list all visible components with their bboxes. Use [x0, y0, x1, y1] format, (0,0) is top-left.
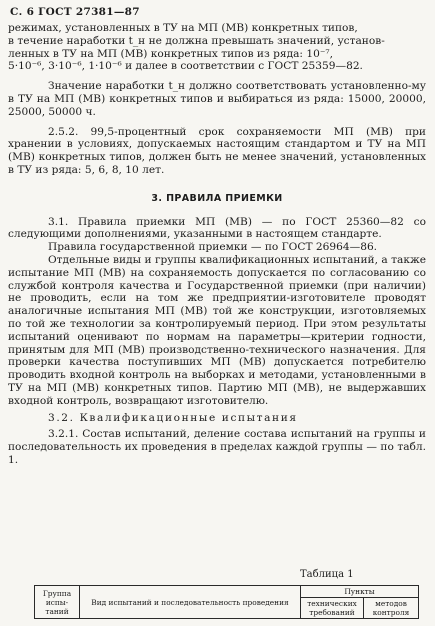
paragraph-3-2-1: 3.2.1. Состав испытаний, деление состава испытаний на группы и последовательность их проведения в пределах каждой группы — по табл. 1. [8, 428, 426, 466]
paragraph-groups: Отдельные виды и группы квалификационных испытаний, а также испытание МП (МВ) на сохраняемость допускается по согласованию со службой контроля качества и Государственной приемки (при наличии) не проводить, если на том же предприятии-изготовителе проводят аналогичные испытания МП (МВ) той же конструкции, изготовляемых по той же технологии за контролируемый период. При этом результаты испытаний оценивают по нормам на параметры—критерии годности, принятым для МП (МВ) производственно-технического назначения. Для проверки качества поступивших МП (МВ) допускается потребителю проводить входной контроль на выборках и методами, установленными в ТУ на МП (МВ) конкретных типов. Партию МП (МВ), не выдержавших входной контроль, возвращают изготовителю. [8, 253, 426, 407]
paragraph-3-1: 3.1. Правила приемки МП (МВ) — по ГОСТ 25360—82 со следующими дополнениями, указанными в настоящем стандарте. [8, 215, 426, 241]
col-methods-header: методов контроля [364, 598, 419, 619]
document-body [8, 22, 426, 467]
intro-line-4: 5·10⁻⁶, 3·10⁻⁶, 1·10⁻⁶ и далее в соответствии с ГОСТ 25359—82. [8, 60, 363, 73]
col-req-header: технических требований [301, 598, 364, 619]
paragraph-2-5-2: 2.5.2. 99,5-процентный срок сохраняемости МП (МВ) при хранении в условиях, допускаемых настоящим стандартом и ТУ на МП (МВ) конкретных типов, должен быть не менее значений, установленных в ТУ из ряда: 5, 6, 8, 10 лет. [8, 125, 426, 176]
intro-line-2: в течение наработки t_н не должна превышать значений, установ- [8, 34, 385, 47]
page-header: С. 6 ГОСТ 27381—87 [10, 6, 140, 18]
col-points-header: Пункты [301, 586, 419, 598]
intro-line-1: режимах, установленных в ТУ на МП (МВ) конкретных типов, [8, 22, 358, 34]
section-title: 3. ПРАВИЛА ПРИЕМКИ [151, 192, 283, 204]
paragraph-state-acceptance: Правила государственной приемки — по ГОСТ 26964—86. [48, 241, 378, 254]
paragraph-naraботка: Значение наработки t_н должно соответствовать установленно-му в ТУ на МП (МВ) конкретных типов и выбираться из ряда: 15000, 20000, 25000, 50000 ч. [8, 80, 426, 118]
table-1 [34, 585, 419, 619]
table-caption: Таблица 1 [300, 569, 354, 580]
paragraph-3-2: 3.2. Квалификационные испытания [48, 411, 298, 424]
col-group-header: Группа испы-таний [35, 586, 80, 619]
intro-line-3: ленных в ТУ на МП (МВ) конкретных типов из ряда: 10⁻⁷, [8, 47, 334, 60]
col-kind-header: Вид испытаний и последовательность проведения [80, 586, 301, 619]
